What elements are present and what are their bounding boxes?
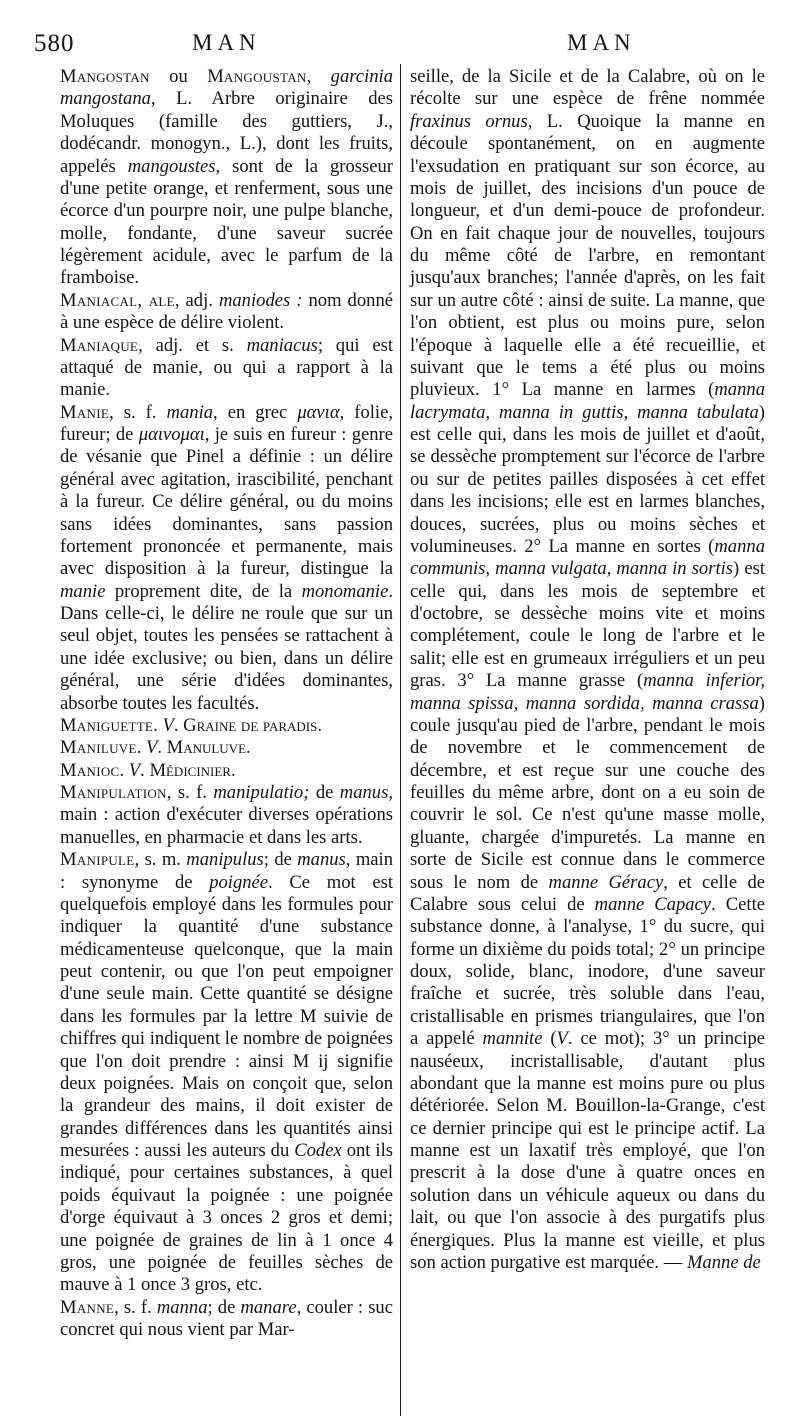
latin-term: mania [166,401,214,423]
headword: Mangostan [60,66,150,87]
latin-term: manna lacrymata, manna in guttis, manna tabulata [410,379,765,423]
entry-manne-continued [410,66,765,1274]
entry-text: ( [542,1028,557,1050]
cross-reference: Manuluve [166,737,247,759]
italic-term: manie [60,580,106,602]
entry-text: , adj. [174,289,219,311]
entry-text: ; qui est attaqué de manie, ou qui a rapport à la manie. [60,334,393,401]
entry-text: . [153,714,163,736]
latin-term: garcinia mangostana [60,66,393,110]
italic-term: Manne de [686,1251,761,1273]
entry-text: . [140,759,150,781]
headword: Manipule [60,849,135,871]
entry-maniguette [60,715,393,737]
entry-maniaque [60,335,393,402]
headword: Mangoustan [207,66,307,87]
italic-term: mannite [482,1028,543,1050]
entry-maniluve [60,737,393,759]
page-header [34,30,766,64]
entry-text: , s. m. [134,849,187,871]
headword: Manie [60,401,110,423]
cross-reference: Graine de paradis [183,714,318,736]
entry-text: ont ils indiqué, pour certaines substances, à quel poids équivaut la poignée : une poignée d'orge équivaut à 3 onces 2 gros et demi; une poignée de graines de lin à 1 once 4 gros, une poignée de feuilles sèches de mauve à 1 once 3 gros, etc. [60,1140,393,1296]
latin-term: maniodes : [218,289,303,311]
running-head-left: MAN [192,30,261,55]
greek-term: μανια [297,401,340,423]
entry-text: , folie, fureur; de [60,401,393,445]
headword: Maniacal, ale [60,289,175,311]
entry-text: nom donné à une espèce de délire violent. [60,289,394,334]
italic-term: Codex [294,1140,342,1161]
entry-text: ou [149,66,208,87]
latin-term: fraxinus ornus [410,110,528,132]
italic-term: manne Géracy [548,871,664,893]
entry-text: seille, de la Sicile et de la Calabre, où on le récolte sur une espèce de frêne nommée [410,66,765,110]
entry-text: . Cette substance donne, à l'analyse, 1° du sucre, qui forme un dixième du poids total; 2° un principe doux, solide, blanc, inodore, d'une saveur fraîche et sucrée, très soluble dans l'eau, cristallisable en prismes triangulaires, que l'on a appelé [410,893,765,1050]
entry-text: . [230,759,236,781]
headword: Manne [60,1296,115,1318]
latin-term: maniacus [246,334,318,356]
entry-text: ; de [207,1296,241,1318]
entry-text: , s. f. [109,401,167,423]
entry-text: , main : action d'exécuter diverses opérations manuelles, en pharmacie et dans les arts. [60,782,393,848]
latin-term: manare [240,1296,297,1318]
entry-manie [60,402,393,715]
latin-term: mangoustes [127,155,216,177]
entry-text: ; de [263,849,298,871]
entry-text: proprement dite, de la [105,580,302,602]
cross-reference: Médicinier [149,759,231,781]
italic-term: monomanie [301,580,389,602]
latin-term: manna inferior, manna spissa, manna sordida, manna crassa [410,670,766,714]
entry-text: , adj. et s. [138,334,247,356]
entry-text: , [306,66,331,87]
italic-term: poignée [209,871,269,893]
entry-text: ) coule jusqu'au pied de l'arbre, pendant le mois de novembre et le commencement de décembre, et est reçue sur une couche des feuilles du même arbre, dont on a eu soin de couvrir le sol. Ce n'est qu'une masse molle, gluante, chargée d'impuretés. La manne en sorte de Sicile est connue dans le commerce sous le nom de [410,692,765,893]
headword: Maniaque [60,334,139,356]
entry-mangostan [60,66,393,290]
entry-text: . [246,737,251,759]
headword: Maniluve [60,737,137,759]
entry-text: de [309,782,340,803]
entry-text: . ce mot); 3° un principe nauséeux, incristallisable, d'autant plus abondant que la manne est moins pure ou plus détériorée. Selon M. Bouillon-la-Grange, c'est ce dernier principe qui est le principe actif. La manne est un laxatif très employé, que l'on prescrit à la dose d'une à quatre onces en solution dans un véhicule aqueux ou dans du lait, ou que l'on associe à des purgatifs plus énergiques. Plus la manne est vieille, et plus son action purgative est marquée. — [410,1028,765,1273]
entry-text: , je suis en fureur : genre de vésanie que Pinel a définie : un délire général avec agitation, irascibilité, penchant à la fureur. Ce délire général, ou du moins sans idées dominantes, sans passion fortement prononcée et permanente, mais avec disposition à la fureur, distingue la [60,424,394,580]
entry-text: , s. f. [114,1296,157,1318]
latin-term: manipulatio; [213,782,310,803]
entry-text: . [317,714,322,736]
entry-text: . [157,737,167,759]
entry-text: , L. Quoique la manne en découle spontanément, on en augmente l'exsudation en pratiquant sur son écorce, au mois de juillet, des incisions d'un pouce de longueur, et d'un demi-pouce de profondeur. On en fait chaque jour de nouvelles, toujours du même côté de l'arbre, en remontant jusqu'aux branches; l'année d'après, on les fait sur un autre côté : ainsi de suite. La manne, que l'on obtient, est plus ou moins pure, selon l'époque à laquelle elle a été recueillie, et suivant que le tems a été plus ou moins pluvieux. 1° La manne en larmes ( [410,110,765,401]
column-divider [400,64,401,1416]
entry-manioc [60,760,393,782]
entry-text: , et celle de Calabre sous celui de [410,871,765,915]
entry-text: ) est celle qui, dans les mois de juillet et d'août, se dessèche promptement sur l'écorce de l'arbre ou sur de petites pailles disposées à cet effet dans les incisions; elle est en larmes blanches, douces, sucrées, plus ou moins sèches et volumineuses. 2° La manne en sortes ( [410,401,765,557]
running-head-right: MAN [567,30,636,55]
entry-manipulation [60,782,393,849]
entry-manipule [60,849,393,1297]
italic-term: manne Capacy [594,893,712,915]
entry-text: , en grec [213,401,298,423]
entry-manne [60,1297,393,1342]
headword: Maniguette [60,714,154,736]
entry-text: ) est celle qui, dans les mois de septembre et d'octobre, se dessèche moins vite et moins complétement, coule le long de l'arbre et le salit; elle est en grumeaux irréguliers et un peu gras. 3° La manne grasse ( [410,558,766,692]
see-reference: V [556,1028,568,1050]
headword: Manipulation [60,782,167,803]
latin-term: manna communis, manna vulgata, manna in sortis [410,535,765,580]
entry-text: , main : synonyme de [60,849,393,893]
see-reference: V [128,759,141,781]
latin-term: manipulus [186,849,264,871]
entry-text: , s. f. [166,782,214,803]
entry-text: , couler : suc concret qui nous vient par Mar- [60,1296,393,1340]
greek-term: μαινομαι [138,424,205,445]
entry-maniacal [60,290,393,335]
entry-text: . [136,737,146,759]
latin-term: manus [297,849,346,871]
entry-text: , L. Arbre originaire des Moluques (famille des guttiers, J., dodécandr. monogyn., L.), dont les fruits, appelés [60,88,393,177]
entry-text: . [173,714,184,736]
see-reference: V [162,714,174,736]
page-number: 580 [34,30,75,57]
see-reference: V [146,737,158,759]
entry-text: . [119,759,129,781]
left-column [60,66,393,1341]
headword: Manioc [60,759,120,781]
latin-term: manus [339,782,389,803]
entry-text: . Ce mot est quelquefois employé dans les formules pour indiquer la quantité d'une substance médicamenteuse quelconque, que la main peut contenir, ou que l'on peut empoigner d'une seule main. Cette quantité se désigne dans les formules par la lettre M suivie de chiffres qui indiquent le nombre de poignées que l'on doit prendre : ainsi M ij signifie deux poignées. Mais on conçoit que, selon la grandeur des mains, il doit exister de grandes différences dans les quantités ainsi mesurées : aussi les auteurs du [60,871,393,1161]
latin-term: manna [156,1296,208,1318]
right-column [410,66,765,1274]
entry-text: . Dans celle-ci, le délire ne roule que sur un seul objet, toutes les pensées se rattachent à une idée exclusive; ou bien, dans un délire général, une série d'idées dominantes, absorbe toutes les facultés. [60,580,393,714]
entry-text: , sont de la grosseur d'une petite orange, et renferment, sous une écorce d'un pourpre noir, une pulpe blanche, molle, fondante, d'une saveur sucrée légèrement acidule, avec le parfum de la framboise. [60,155,393,289]
